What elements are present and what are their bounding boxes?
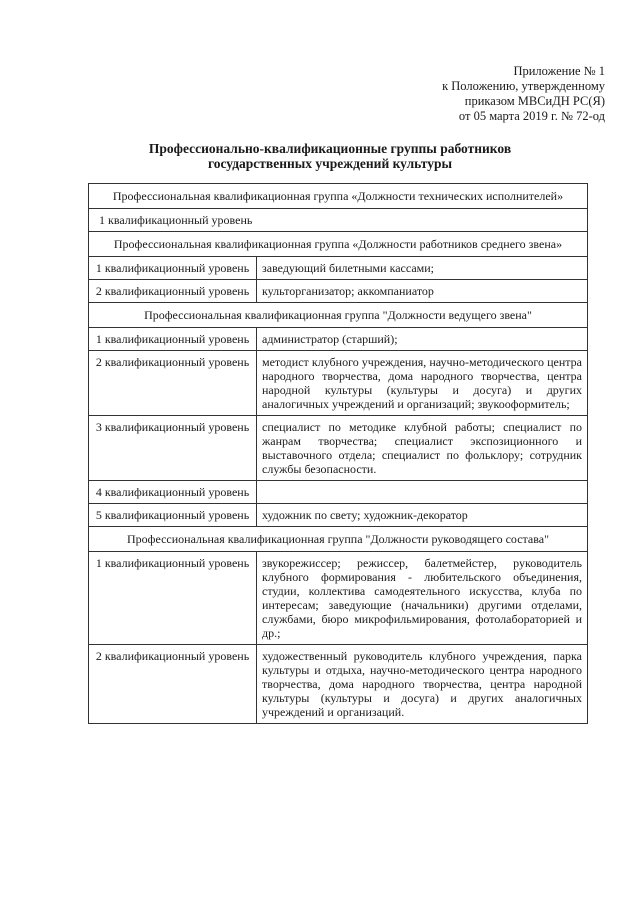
table-row [89, 280, 588, 303]
level-positions: культорганизатор; аккомпаниатор [257, 280, 588, 303]
level-name: 2 квалификационный уровень [89, 280, 257, 303]
group-row [89, 527, 588, 552]
annex-date: от 05 марта 2019 г. № 72-од [458, 109, 605, 123]
level-name: 1 квалификационный уровень [89, 328, 257, 351]
group-row [89, 303, 588, 328]
level-positions: специалист по методике клубной работы; специалист по жанрам творчества; специалист экспозиционного и выставочного отдела; специалист по фольклору; сотрудник службы безопасности. [257, 416, 588, 481]
group-name: Профессиональная квалификационная группа «Должности работников среднего звена» [89, 232, 588, 257]
level-name: 3 квалификационный уровень [89, 416, 257, 481]
annex-number: Приложение № 1 [513, 64, 605, 78]
level-positions: художник по свету; художник-декоратор [257, 504, 588, 527]
annex-order: приказом МВСиДН РС(Я) [464, 94, 605, 108]
table-row [89, 257, 588, 280]
table-row [89, 328, 588, 351]
level-positions: заведующий билетными кассами; [257, 257, 588, 280]
level-positions: звукорежиссер; режиссер, балетмейстер, руководитель клубного формирования - любительского объединения, студии, коллектива самодеятельного искусства, клуба по интересам; заведующие (начальники) другими отделами, службами, бюро микрофильмирования, фотолабораторией и др.; [257, 552, 588, 645]
table-row [89, 416, 588, 481]
level-name: 1 квалификационный уровень [89, 209, 588, 232]
group-name: Профессиональная квалификационная группа «Должности технических исполнителей» [89, 184, 588, 209]
group-name: Профессиональная квалификационная группа "Должности руководящего состава" [89, 527, 588, 552]
document-title [85, 141, 575, 171]
table-row [89, 552, 588, 645]
qualification-table [88, 183, 588, 724]
level-positions: методист клубного учреждения, научно-методического центра народного творчества, дома народного творчества, центра народной культуры (культуры и досуга) и других аналогичных учреждений и организаций; звукооформитель; [257, 351, 588, 416]
table-row [89, 351, 588, 416]
title-line-2: государственных учреждений культуры [207, 156, 453, 171]
level-positions: художественный руководитель клубного учреждения, парка культуры и отдыха, научно-методического центра народного творчества, дома народного творчества, центра народной культуры (культуры и досуга) и других аналогичных учреждений и организаций. [257, 645, 588, 724]
annex-regulation: к Положению, утвержденному [442, 79, 605, 93]
table-row [89, 209, 588, 232]
level-name: 1 квалификационный уровень [89, 552, 257, 645]
group-name: Профессиональная квалификационная группа "Должности ведущего звена" [89, 303, 588, 328]
level-name: 1 квалификационный уровень [89, 257, 257, 280]
table-row [89, 481, 588, 504]
level-positions: администратор (старший); [257, 328, 588, 351]
annex-header [442, 64, 605, 124]
title-line-1: Профессионально-квалификационные группы работников [148, 141, 512, 156]
level-positions [257, 481, 588, 504]
group-row [89, 232, 588, 257]
level-name: 2 квалификационный уровень [89, 351, 257, 416]
table-row [89, 645, 588, 724]
level-name: 5 квалификационный уровень [89, 504, 257, 527]
group-row [89, 184, 588, 209]
table-row [89, 504, 588, 527]
level-name: 2 квалификационный уровень [89, 645, 257, 724]
level-name: 4 квалификационный уровень [89, 481, 257, 504]
